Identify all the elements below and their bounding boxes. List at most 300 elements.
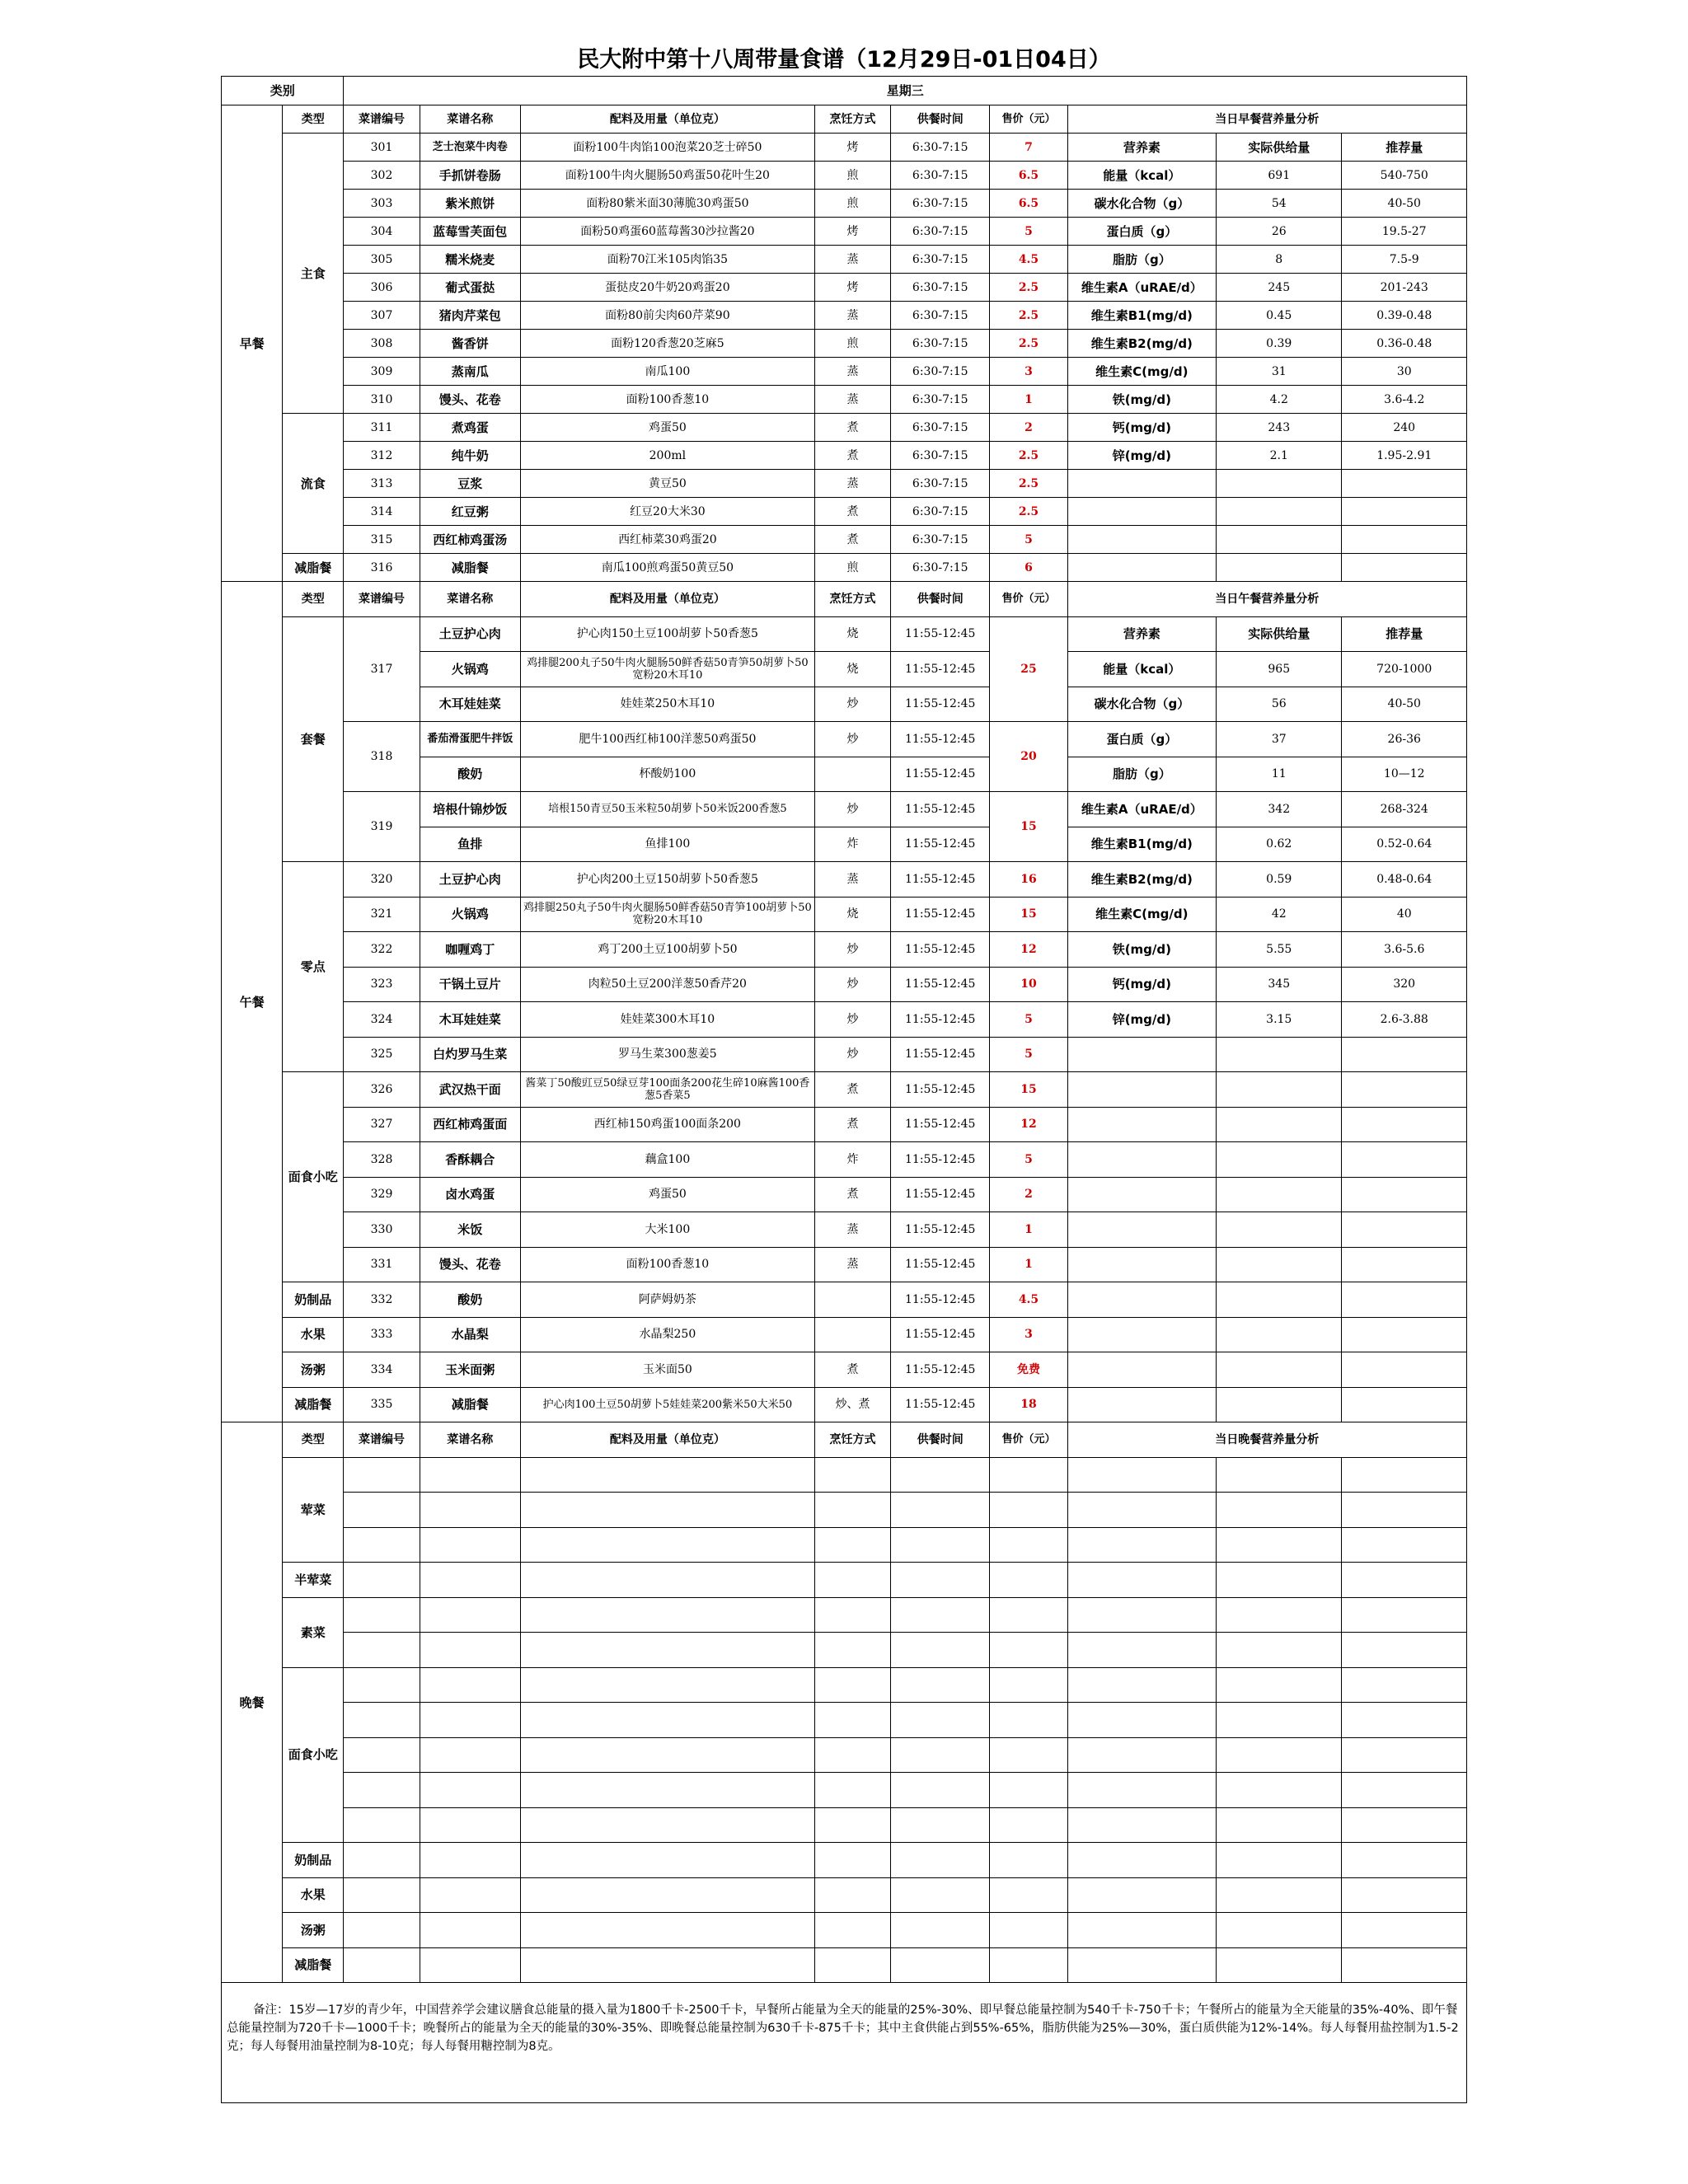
dish-ingredients: 鸡排腿200丸子50牛肉火腿肠50鲜香菇50青笋50胡萝卜50宽粉20木耳10 [520, 652, 814, 687]
nutrient-actual: 243 [1217, 414, 1342, 442]
nutrient-recommended: 201-243 [1342, 274, 1467, 302]
col-header-price: 售价（元） [990, 1422, 1067, 1458]
serving-time: 11:55-12:45 [891, 757, 990, 792]
table-cell [1217, 1212, 1342, 1248]
dish-price: 15 [990, 897, 1067, 932]
dish-price: 免费 [990, 1352, 1067, 1388]
page-title: 民大附中第十八周带量食谱（12月29日-01日04日） [577, 47, 1111, 73]
table-cell [344, 1877, 420, 1913]
col-header-name: 菜谱名称 [420, 1422, 520, 1458]
serving-time: 6:30-7:15 [891, 470, 990, 498]
nutrient-name: 维生素C(mg/d) [1067, 358, 1216, 386]
dish-code: 332 [344, 1282, 420, 1318]
table-row [222, 1633, 1467, 1668]
serving-time: 11:55-12:45 [891, 1072, 990, 1108]
table-cell [1067, 1072, 1216, 1108]
dish-code: 311 [344, 414, 420, 442]
table-cell [1067, 1107, 1216, 1142]
table-cell [344, 1563, 420, 1598]
cooking-method [814, 757, 890, 792]
table-cell [520, 1527, 814, 1563]
dish-ingredients: 面粉100牛肉火腿肠50鸡蛋50花叶生20 [520, 162, 814, 190]
dish-type: 套餐 [283, 616, 344, 862]
dish-code: 327 [344, 1107, 420, 1142]
table-cell [1217, 1457, 1342, 1493]
nutrient-actual: 8 [1217, 246, 1342, 274]
table-cell [1217, 1037, 1342, 1072]
dish-name: 糯米烧麦 [420, 246, 520, 274]
table-cell [814, 1737, 890, 1773]
table-cell [990, 1913, 1067, 1948]
dish-ingredients: 面粉100香葱10 [520, 1247, 814, 1282]
dish-price: 3 [990, 1317, 1067, 1352]
dish-code: 325 [344, 1037, 420, 1072]
nutrient-recommended: 3.6-4.2 [1342, 386, 1467, 414]
serving-time: 6:30-7:15 [891, 414, 990, 442]
dish-ingredients: 200ml [520, 442, 814, 470]
table-cell [990, 1457, 1067, 1493]
table-row [222, 414, 1467, 442]
table-cell [1067, 1737, 1216, 1773]
nutrient-recommended: 40-50 [1342, 190, 1467, 218]
table-cell [520, 1773, 814, 1808]
dish-name: 木耳娃娃菜 [420, 687, 520, 722]
table-row [222, 1983, 1467, 2103]
analysis-title: 当日午餐营养量分析 [1067, 582, 1466, 617]
meal-label-lunch: 午餐 [222, 582, 283, 1422]
nutrient-recommended: 26-36 [1342, 722, 1467, 757]
table-cell [1217, 1317, 1342, 1352]
dish-price: 12 [990, 932, 1067, 968]
cooking-method: 炒、煮 [814, 1387, 890, 1422]
dish-name: 手抓饼卷肠 [420, 162, 520, 190]
table-cell [420, 1737, 520, 1773]
table-row [222, 218, 1467, 246]
table-row [222, 792, 1467, 827]
table-cell [1342, 1703, 1467, 1738]
table-cell [1342, 1667, 1467, 1703]
table-cell [420, 1913, 520, 1948]
table-row [222, 442, 1467, 470]
serving-time: 6:30-7:15 [891, 442, 990, 470]
cooking-method: 煮 [814, 1177, 890, 1212]
nutrient-name: 碳水化合物（g） [1067, 190, 1216, 218]
table-row [222, 1282, 1467, 1318]
dish-code: 314 [344, 498, 420, 526]
nutrient-name: 铁(mg/d) [1067, 932, 1216, 968]
nutrition-header: 推荐量 [1342, 134, 1467, 162]
analysis-title: 当日早餐营养量分析 [1067, 105, 1466, 134]
nutrient-name: 能量（kcal） [1067, 162, 1216, 190]
table-cell [1067, 1247, 1216, 1282]
nutrient-actual: 965 [1217, 652, 1342, 687]
table-cell [344, 1493, 420, 1528]
table-cell [1217, 1703, 1342, 1738]
serving-time: 6:30-7:15 [891, 190, 990, 218]
nutrient-name: 维生素A（uRAE/d） [1067, 274, 1216, 302]
dish-price: 5 [990, 1142, 1067, 1178]
dish-code: 317 [344, 616, 420, 722]
nutrient-recommended: 7.5-9 [1342, 246, 1467, 274]
table-cell [1217, 1633, 1342, 1668]
dish-name: 鱼排 [420, 827, 520, 862]
dish-name: 酸奶 [420, 757, 520, 792]
cooking-method: 煮 [814, 1352, 890, 1388]
table-cell [990, 1947, 1067, 1983]
dish-type: 减脂餐 [283, 1387, 344, 1422]
dish-ingredients: 肉粒50土豆200洋葱50香芹20 [520, 967, 814, 1002]
cooking-method: 煮 [814, 1072, 890, 1108]
dish-name: 火锅鸡 [420, 652, 520, 687]
table-row [222, 302, 1467, 330]
nutrient-recommended: 1.95-2.91 [1342, 442, 1467, 470]
nutrient-name: 碳水化合物（g） [1067, 687, 1216, 722]
nutrient-actual: 42 [1217, 897, 1342, 932]
table-cell [814, 1913, 890, 1948]
serving-time: 6:30-7:15 [891, 386, 990, 414]
table-row [222, 386, 1467, 414]
table-cell [420, 1667, 520, 1703]
dish-price: 5 [990, 218, 1067, 246]
table-cell [420, 1457, 520, 1493]
table-row [222, 358, 1467, 386]
dish-ingredients: 肥牛100西红柿100洋葱50鸡蛋50 [520, 722, 814, 757]
table-cell [1217, 1563, 1342, 1598]
dish-ingredients: 南瓜100 [520, 358, 814, 386]
table-cell [1067, 1947, 1216, 1983]
table-cell [1217, 1877, 1342, 1913]
dish-ingredients: 培根150青豆50玉米粒50胡萝卜50米饭200香葱5 [520, 792, 814, 827]
nutrient-actual: 345 [1217, 967, 1342, 1002]
dish-ingredients: 水晶梨250 [520, 1317, 814, 1352]
table-row [222, 1843, 1467, 1878]
dish-ingredients: 蛋挞皮20牛奶20鸡蛋20 [520, 274, 814, 302]
table-cell [520, 1913, 814, 1948]
nutrient-actual: 0.39 [1217, 330, 1342, 358]
table-cell [420, 1773, 520, 1808]
dish-ingredients: 西红柿150鸡蛋100面条200 [520, 1107, 814, 1142]
dish-price: 20 [990, 722, 1067, 792]
dish-code: 303 [344, 190, 420, 218]
serving-time: 6:30-7:15 [891, 218, 990, 246]
cooking-method: 煮 [814, 414, 890, 442]
table-cell [520, 1947, 814, 1983]
dish-code: 310 [344, 386, 420, 414]
table-cell [1342, 554, 1467, 582]
dish-price: 5 [990, 1037, 1067, 1072]
col-header-method: 烹饪方式 [814, 582, 890, 617]
table-row [222, 582, 1467, 617]
dish-code: 321 [344, 897, 420, 932]
dish-price: 5 [990, 1002, 1067, 1038]
table-cell [891, 1633, 990, 1668]
serving-time: 11:55-12:45 [891, 897, 990, 932]
table-cell [990, 1703, 1067, 1738]
table-cell [1217, 1527, 1342, 1563]
table-cell [1217, 1352, 1342, 1388]
serving-time: 6:30-7:15 [891, 554, 990, 582]
table-row [222, 554, 1467, 582]
table-row [222, 1807, 1467, 1843]
dish-name: 土豆护心肉 [420, 616, 520, 652]
table-cell [1217, 1913, 1342, 1948]
nutrient-name: 锌(mg/d) [1067, 442, 1216, 470]
dish-ingredients: 娃娃菜250木耳10 [520, 687, 814, 722]
table-cell [1342, 1317, 1467, 1352]
table-cell [891, 1527, 990, 1563]
nutrient-name: 维生素B2(mg/d) [1067, 862, 1216, 898]
dish-name: 木耳娃娃菜 [420, 1002, 520, 1038]
dish-price: 2.5 [990, 498, 1067, 526]
nutrient-actual: 31 [1217, 358, 1342, 386]
table-cell [1217, 1177, 1342, 1212]
dish-ingredients: 黄豆50 [520, 470, 814, 498]
cooking-method: 烤 [814, 134, 890, 162]
nutrient-name: 钙(mg/d) [1067, 967, 1216, 1002]
table-cell [344, 1843, 420, 1878]
col-header-time: 供餐时间 [891, 582, 990, 617]
dish-price: 4.5 [990, 1282, 1067, 1318]
dish-name: 猪肉芹菜包 [420, 302, 520, 330]
table-cell [1342, 1142, 1467, 1178]
dish-name: 米饭 [420, 1212, 520, 1248]
table-cell [1067, 526, 1216, 554]
cooking-method: 炒 [814, 1037, 890, 1072]
dish-code: 329 [344, 1177, 420, 1212]
table-cell [814, 1527, 890, 1563]
table-cell [1342, 1282, 1467, 1318]
nutrient-recommended: 40 [1342, 897, 1467, 932]
dish-price: 2.5 [990, 330, 1067, 358]
dish-code: 302 [344, 162, 420, 190]
dish-code: 328 [344, 1142, 420, 1178]
serving-time: 6:30-7:15 [891, 246, 990, 274]
dish-ingredients: 南瓜100煎鸡蛋50黄豆50 [520, 554, 814, 582]
table-row [222, 1002, 1467, 1038]
nutrient-actual: 245 [1217, 274, 1342, 302]
table-row [222, 897, 1467, 932]
table-cell [1217, 1737, 1342, 1773]
table-row [222, 1212, 1467, 1248]
nutrient-actual: 691 [1217, 162, 1342, 190]
dish-name: 芝士泡菜牛肉卷 [420, 134, 520, 162]
table-cell [990, 1633, 1067, 1668]
table-cell [520, 1877, 814, 1913]
table-row [222, 77, 1467, 105]
table-row [222, 1597, 1467, 1633]
dish-name: 白灼罗马生菜 [420, 1037, 520, 1072]
dish-code: 320 [344, 862, 420, 898]
table-cell [990, 1773, 1067, 1808]
col-header-method: 烹饪方式 [814, 1422, 890, 1458]
dish-ingredients: 面粉70江米105肉馅35 [520, 246, 814, 274]
dish-type: 主食 [283, 134, 344, 414]
cooking-method: 煮 [814, 498, 890, 526]
dish-price: 4.5 [990, 246, 1067, 274]
table-cell [814, 1703, 890, 1738]
dish-type: 汤粥 [283, 1352, 344, 1388]
dish-type: 面食小吃 [283, 1667, 344, 1843]
table-cell [1217, 1107, 1342, 1142]
nutrient-actual: 2.1 [1217, 442, 1342, 470]
nutrient-name: 维生素B2(mg/d) [1067, 330, 1216, 358]
table-cell [1342, 1212, 1467, 1248]
table-cell [1342, 498, 1467, 526]
cooking-method: 蒸 [814, 1247, 890, 1282]
table-cell [1067, 1282, 1216, 1318]
table-cell [1342, 1177, 1467, 1212]
nutrition-header: 推荐量 [1342, 616, 1467, 652]
dish-type: 奶制品 [283, 1843, 344, 1878]
col-header-ingredients: 配料及用量（单位克） [520, 1422, 814, 1458]
dish-price: 1 [990, 1212, 1067, 1248]
dish-name: 蓝莓雪芙面包 [420, 218, 520, 246]
table-row [222, 1947, 1467, 1983]
table-row [222, 1072, 1467, 1108]
serving-time: 6:30-7:15 [891, 330, 990, 358]
dish-name: 玉米面粥 [420, 1352, 520, 1388]
serving-time: 11:55-12:45 [891, 1212, 990, 1248]
dish-ingredients: 面粉100香葱10 [520, 386, 814, 414]
table-cell [814, 1947, 890, 1983]
nutrient-recommended: 0.39-0.48 [1342, 302, 1467, 330]
table-cell [1217, 1947, 1342, 1983]
table-cell [344, 1597, 420, 1633]
nutrient-recommended: 10—12 [1342, 757, 1467, 792]
table-cell [891, 1457, 990, 1493]
table-row [222, 1913, 1467, 1948]
table-row [222, 134, 1467, 162]
table-row [222, 1352, 1467, 1388]
nutrient-actual: 342 [1217, 792, 1342, 827]
nutrition-header: 实际供给量 [1217, 134, 1342, 162]
dish-price: 3 [990, 358, 1067, 386]
dish-ingredients: 娃娃菜300木耳10 [520, 1002, 814, 1038]
table-cell [1067, 1807, 1216, 1843]
table-cell [1342, 1947, 1467, 1983]
col-header-price: 售价（元） [990, 582, 1067, 617]
nutrient-name: 铁(mg/d) [1067, 386, 1216, 414]
dish-ingredients: 杯酸奶100 [520, 757, 814, 792]
dish-name: 豆浆 [420, 470, 520, 498]
nutrition-header: 实际供给量 [1217, 616, 1342, 652]
table-cell [344, 1457, 420, 1493]
cooking-method: 烤 [814, 274, 890, 302]
dish-price: 2.5 [990, 274, 1067, 302]
dish-code: 331 [344, 1247, 420, 1282]
table-cell [1342, 1913, 1467, 1948]
dish-type: 流食 [283, 414, 344, 554]
table-cell [344, 1773, 420, 1808]
col-header-method: 烹饪方式 [814, 105, 890, 134]
col-header-name: 菜谱名称 [420, 105, 520, 134]
cooking-method: 煎 [814, 162, 890, 190]
table-cell [1217, 1773, 1342, 1808]
cooking-method: 蒸 [814, 386, 890, 414]
dish-ingredients: 大米100 [520, 1212, 814, 1248]
table-cell [1217, 1843, 1342, 1878]
dish-ingredients: 面粉80前尖肉60芹菜90 [520, 302, 814, 330]
dish-name: 土豆护心肉 [420, 862, 520, 898]
col-header-code: 菜谱编号 [344, 582, 420, 617]
table-cell [1217, 1247, 1342, 1282]
table-cell [420, 1703, 520, 1738]
table-cell [1067, 1177, 1216, 1212]
dish-name: 纯牛奶 [420, 442, 520, 470]
nutrient-actual: 0.45 [1217, 302, 1342, 330]
table-row [222, 190, 1467, 218]
dish-code: 322 [344, 932, 420, 968]
cooking-method: 蒸 [814, 302, 890, 330]
table-cell [1067, 1877, 1216, 1913]
table-cell [520, 1597, 814, 1633]
serving-time: 11:55-12:45 [891, 1352, 990, 1388]
serving-time: 11:55-12:45 [891, 652, 990, 687]
table-cell [1217, 526, 1342, 554]
nutrient-recommended: 3.6-5.6 [1342, 932, 1467, 968]
cooking-method: 煎 [814, 554, 890, 582]
dish-price: 7 [990, 134, 1067, 162]
cooking-method: 烧 [814, 616, 890, 652]
table-cell [1217, 1142, 1342, 1178]
dish-ingredients: 护心肉200土豆150胡萝卜50香葱5 [520, 862, 814, 898]
serving-time: 11:55-12:45 [891, 1317, 990, 1352]
dish-ingredients: 罗马生菜300葱姜5 [520, 1037, 814, 1072]
table-row [222, 1037, 1467, 1072]
table-cell [420, 1527, 520, 1563]
table-row [222, 246, 1467, 274]
dish-ingredients: 鸡蛋50 [520, 1177, 814, 1212]
table-row [222, 932, 1467, 968]
table-cell [520, 1667, 814, 1703]
col-header-name: 菜谱名称 [420, 582, 520, 617]
table-cell [520, 1737, 814, 1773]
nutrient-recommended: 19.5-27 [1342, 218, 1467, 246]
table-cell [420, 1843, 520, 1878]
table-cell [520, 1633, 814, 1668]
dish-price: 2.5 [990, 470, 1067, 498]
dish-code: 313 [344, 470, 420, 498]
table-cell [520, 1807, 814, 1843]
nutrient-name: 能量（kcal） [1067, 652, 1216, 687]
dish-ingredients: 鱼排100 [520, 827, 814, 862]
table-cell [1342, 470, 1467, 498]
table-cell [1217, 470, 1342, 498]
dish-code: 330 [344, 1212, 420, 1248]
cooking-method: 蒸 [814, 470, 890, 498]
serving-time: 11:55-12:45 [891, 1282, 990, 1318]
dish-name: 葡式蛋挞 [420, 274, 520, 302]
table-row [222, 1142, 1467, 1178]
nutrient-recommended: 30 [1342, 358, 1467, 386]
dish-code: 324 [344, 1002, 420, 1038]
dish-code: 334 [344, 1352, 420, 1388]
cooking-method: 煮 [814, 526, 890, 554]
table-row [222, 162, 1467, 190]
dish-price: 6 [990, 554, 1067, 582]
cooking-method: 炒 [814, 792, 890, 827]
dish-name: 西红柿鸡蛋汤 [420, 526, 520, 554]
nutrient-actual: 3.15 [1217, 1002, 1342, 1038]
dish-name: 减脂餐 [420, 554, 520, 582]
dish-price: 2 [990, 1177, 1067, 1212]
table-cell [1217, 1282, 1342, 1318]
table-row [222, 1703, 1467, 1738]
table-cell [1067, 1633, 1216, 1668]
dish-price: 2.5 [990, 302, 1067, 330]
serving-time: 6:30-7:15 [891, 134, 990, 162]
dish-code: 309 [344, 358, 420, 386]
